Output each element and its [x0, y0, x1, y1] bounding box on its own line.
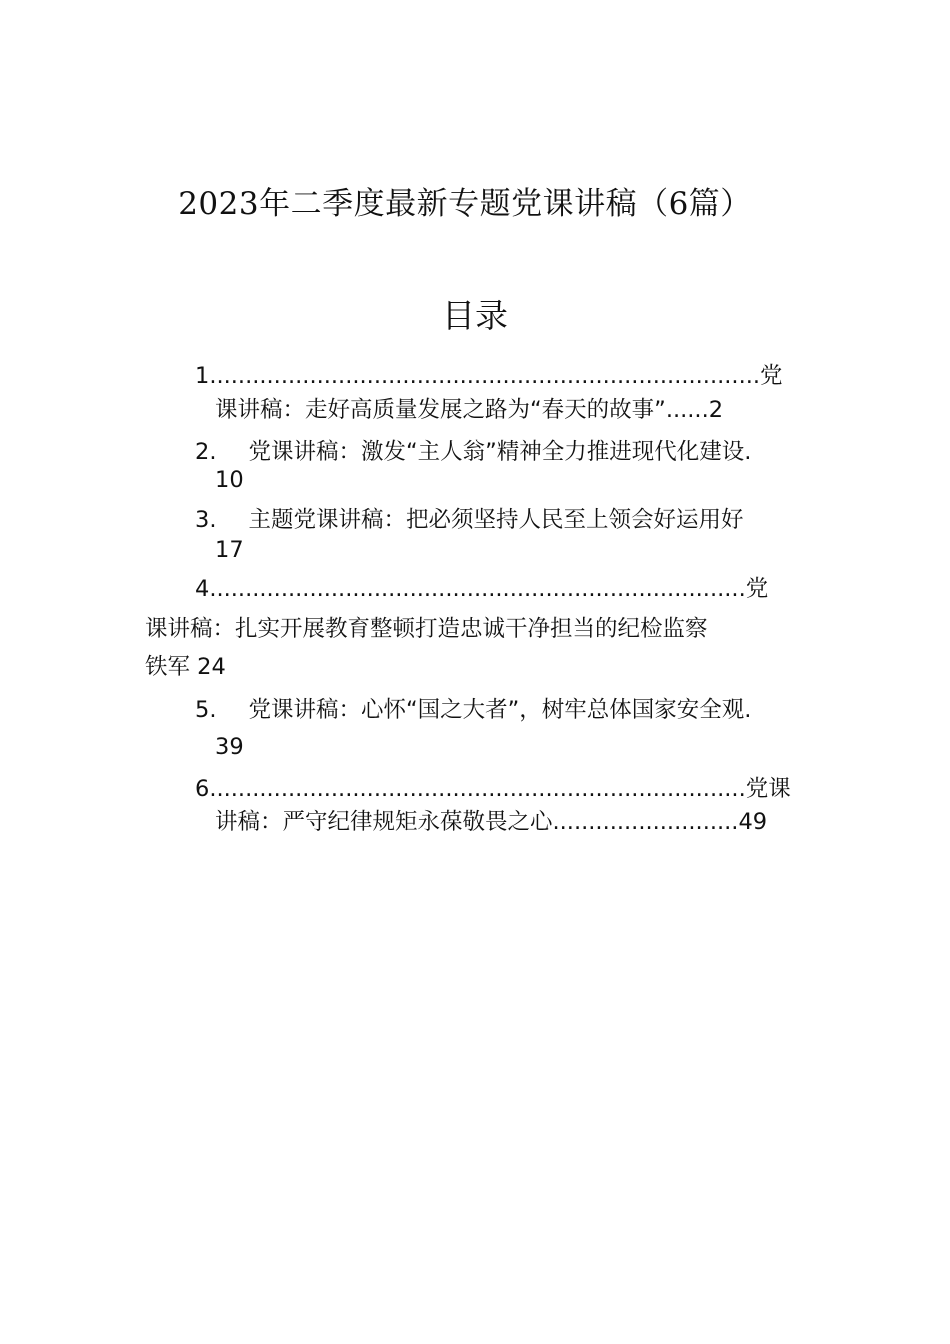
- toc-heading: 目录: [442, 296, 508, 335]
- toc-entry-4-line-2[interactable]: 课讲稿：扎实开展教育整顿打造忠诚干净担当的纪检监察: [145, 616, 708, 642]
- toc-entry-2-title: 党课讲稿：激发“主人翁”精神全力推进现代化建设.: [248, 439, 752, 465]
- toc-entry-1-line-1[interactable]: [195, 360, 783, 392]
- toc-entry-3-line-1[interactable]: [195, 504, 743, 536]
- toc-entry-4-number: 4...........................................................................: [195, 576, 746, 602]
- toc-entry-2-line-1[interactable]: [195, 436, 751, 468]
- toc-entry-6-title-start: 党课: [745, 776, 791, 802]
- toc-entry-4-title-start: 党: [745, 576, 769, 602]
- toc-entry-6-line-1[interactable]: [195, 773, 791, 805]
- toc-entry-1-number: 1.............................................................................: [195, 363, 761, 389]
- toc-entry-4-line-1[interactable]: [195, 573, 768, 605]
- toc-entry-3-page[interactable]: 17: [215, 537, 244, 563]
- toc-entry-5-title: 党课讲稿：心怀“国之大者”，树牢总体国家安全观.: [248, 697, 752, 723]
- toc-entry-5-page[interactable]: 39: [215, 734, 244, 760]
- toc-entry-5-line-1[interactable]: [195, 694, 751, 726]
- toc-entry-1-title-start: 党: [760, 363, 783, 389]
- toc-entry-4-line-3[interactable]: 铁军 24: [145, 654, 226, 680]
- toc-entry-6-line-2[interactable]: 讲稿：严守纪律规矩永葆敬畏之心..........................49: [215, 809, 768, 835]
- toc-entry-2-number: 2.: [195, 439, 217, 465]
- toc-entry-6-number: 6...........................................................................: [195, 776, 746, 802]
- toc-entry-2-page[interactable]: 10: [215, 467, 244, 493]
- toc-entry-5-number: 5.: [195, 697, 217, 723]
- toc-entry-3-title: 主题党课讲稿：把必须坚持人民至上领会好运用好: [248, 507, 744, 533]
- toc-entry-3-number: 3.: [195, 507, 217, 533]
- toc-entry-1-line-2[interactable]: 课讲稿：走好高质量发展之路为“春天的故事”......2: [215, 397, 724, 423]
- document-title: 2023年二季度最新专题党课讲稿（6篇）: [178, 186, 752, 222]
